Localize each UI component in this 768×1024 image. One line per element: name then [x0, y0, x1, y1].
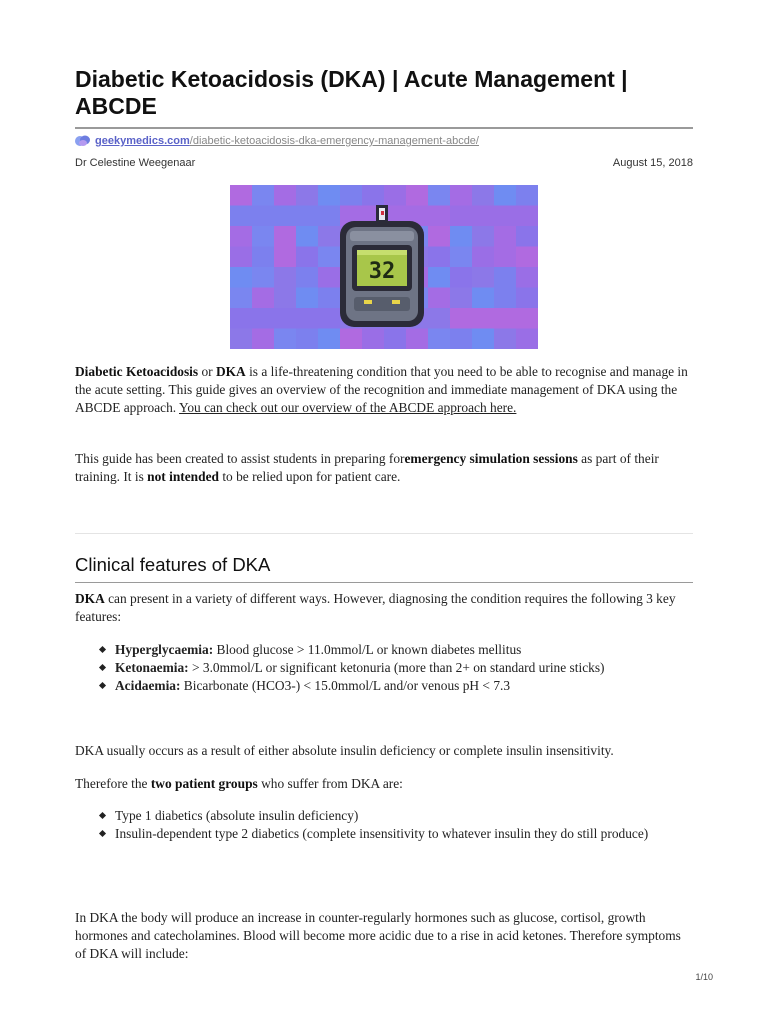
background-tile: [230, 308, 253, 329]
background-tile: [450, 267, 473, 288]
background-tile: [428, 267, 451, 288]
background-tile: [494, 288, 517, 309]
background-tile: [516, 308, 538, 329]
abcde-overview-link[interactable]: You can check out our overview of the ABCDE approach here.: [179, 400, 517, 415]
meter-reading: 32: [368, 259, 396, 284]
background-tile: [494, 226, 517, 247]
background-tile: [450, 308, 473, 329]
background-tile: [472, 206, 495, 227]
bullet-icon: [99, 830, 106, 837]
background-tile: [450, 247, 473, 268]
background-tile: [230, 185, 253, 206]
background-tile: [516, 247, 538, 268]
background-tile: [472, 185, 495, 206]
background-tile: [472, 226, 495, 247]
text: This guide has been created to assist students in preparing for: [75, 451, 405, 466]
text: to be relied upon for patient care.: [218, 469, 401, 484]
author-name: Dr Celestine Weegenaar: [75, 157, 196, 169]
feature-label: Hyperglycaemia:: [115, 642, 214, 657]
background-tile: [450, 288, 473, 309]
background-tile: [472, 247, 495, 268]
background-tile: [472, 267, 495, 288]
background-tile: [252, 288, 275, 309]
patient-groups-list: [100, 807, 695, 843]
group-text: Insulin-dependent type 2 diabetics (complete insensitivity to whatever insulin they do still produce): [115, 826, 649, 841]
background-tile: [318, 247, 341, 268]
background-tile: [450, 185, 473, 206]
geekymedics-logo-icon: [75, 135, 91, 147]
background-tile: [362, 329, 385, 350]
text: who suffer from DKA are:: [257, 776, 403, 791]
background-tile: [516, 267, 538, 288]
bullet-icon: [99, 812, 106, 819]
background-tile: [318, 308, 341, 329]
background-tile: [318, 288, 341, 309]
background-tile: [428, 226, 451, 247]
page-title: Diabetic Ketoacidosis (DKA) | Acute Management | ABCDE: [75, 66, 628, 119]
background-tile: [472, 308, 495, 329]
background-tile: [230, 329, 253, 350]
background-tile: [340, 329, 363, 350]
section-heading: Clinical features of DKA: [75, 554, 271, 575]
background-tile: [252, 308, 275, 329]
text: is a life-threatening condition that you need to be able to recognise and manage in the acute setting. This guide gives an overview of the recognition and immediate management of DKA using the ABCDE approach.: [75, 364, 688, 415]
background-tile: [230, 247, 253, 268]
section-separator: [75, 533, 693, 534]
feature-text: Blood glucose > 11.0mmol/L or known diabetes mellitus: [213, 642, 522, 657]
background-tile: [274, 329, 297, 350]
background-tile: [230, 206, 253, 227]
background-tile: [230, 288, 253, 309]
background-tile: [296, 185, 319, 206]
source-domain[interactable]: geekymedics.com: [95, 135, 190, 147]
list-item: [100, 659, 695, 677]
background-tile: [274, 185, 297, 206]
feature-label: Acidaemia:: [115, 678, 181, 693]
background-tile: [252, 226, 275, 247]
background-tile: [296, 288, 319, 309]
term-dka: DKA: [215, 364, 246, 379]
background-tile: [406, 329, 429, 350]
background-tile: [318, 267, 341, 288]
groups-intro-paragraph: [75, 775, 695, 793]
intro-paragraph: [75, 363, 695, 417]
glucose-meter-illustration: [230, 185, 538, 349]
background-tile: [450, 329, 473, 350]
background-tile: [428, 308, 451, 329]
background-tile: [362, 185, 385, 206]
glucose-meter-icon: [340, 205, 424, 327]
text: Therefore the: [75, 776, 151, 791]
background-tile: [428, 206, 451, 227]
emphasis-not-intended: not intended: [147, 469, 219, 484]
text: as part of their training. It is: [75, 451, 659, 484]
background-tile: [428, 329, 451, 350]
background-tile: [296, 267, 319, 288]
background-tile: [406, 185, 429, 206]
background-tile: [252, 185, 275, 206]
background-tile: [450, 226, 473, 247]
background-tile: [274, 288, 297, 309]
background-tile: [384, 329, 407, 350]
background-tile: [494, 267, 517, 288]
list-item: [100, 641, 695, 659]
background-tile: [252, 206, 275, 227]
source-link[interactable]: [75, 133, 479, 149]
list-item: [100, 807, 695, 825]
text: or: [198, 364, 216, 379]
title-divider: [75, 127, 693, 129]
background-tile: [516, 206, 538, 227]
list-item: [100, 677, 695, 695]
background-tile: [252, 329, 275, 350]
emphasis-patient-groups: two patient groups: [150, 776, 258, 791]
background-tile: [494, 185, 517, 206]
background-tile: [428, 247, 451, 268]
symptoms-intro-paragraph: In DKA the body will produce an increase in counter-regularly hormones such as glucose, cortisol, growth hormones and catecholamines. Blood will become more acidic due to a rise in acid ketones. Therefore symptoms of DKA will include:: [75, 910, 681, 961]
background-tile: [494, 206, 517, 227]
background-tile: [494, 329, 517, 350]
text: can present in a variety of different ways. However, diagnosing the condition requires the following 3 key features:: [75, 591, 676, 624]
background-tile: [340, 185, 363, 206]
term-dka: DKA: [75, 591, 105, 606]
background-tile: [274, 267, 297, 288]
term-dka-full: Diabetic Ketoacidosis: [75, 364, 199, 379]
background-tile: [494, 308, 517, 329]
background-tile: [296, 247, 319, 268]
background-tile: [230, 267, 253, 288]
bullet-icon: [99, 646, 106, 653]
feature-text: > 3.0mmol/L or significant ketonuria (more than 2+ on standard urine sticks): [188, 660, 605, 675]
background-tile: [296, 206, 319, 227]
background-tile: [274, 226, 297, 247]
background-tile: [252, 267, 275, 288]
background-tile: [516, 288, 538, 309]
background-tile: [516, 226, 538, 247]
background-tile: [296, 308, 319, 329]
background-tile: [516, 329, 538, 350]
key-features-list: [100, 641, 695, 695]
background-tile: [384, 185, 407, 206]
publish-date: August 15, 2018: [612, 157, 693, 169]
feature-text: Bicarbonate (HCO3-) < 15.0mmol/L and/or venous pH < 7.3: [180, 678, 511, 693]
background-tile: [318, 206, 341, 227]
background-tile: [230, 226, 253, 247]
bullet-icon: [99, 682, 106, 689]
background-tile: [274, 308, 297, 329]
background-tile: [450, 206, 473, 227]
background-tile: [274, 247, 297, 268]
background-tile: [494, 247, 517, 268]
background-tile: [472, 329, 495, 350]
source-path[interactable]: /diabetic-ketoacidosis-dka-emergency-management-abcde/: [189, 135, 479, 147]
features-intro-paragraph: [75, 590, 695, 626]
background-tile: [296, 329, 319, 350]
background-tile: [274, 206, 297, 227]
background-tile: [516, 185, 538, 206]
background-tile: [252, 247, 275, 268]
group-text: Type 1 diabetics (absolute insulin deficiency): [115, 808, 359, 823]
background-tile: [472, 288, 495, 309]
bullet-icon: [99, 664, 106, 671]
cause-paragraph: DKA usually occurs as a result of either absolute insulin deficiency or complete insulin insensitivity.: [75, 743, 614, 758]
background-tile: [318, 185, 341, 206]
page-number: 1/10: [695, 972, 713, 982]
background-tile: [428, 288, 451, 309]
disclaimer-paragraph: [75, 450, 695, 486]
list-item: [100, 825, 695, 843]
background-tile: [318, 226, 341, 247]
heading-divider: [75, 582, 693, 583]
emphasis-simulation: emergency simulation sessions: [404, 451, 578, 466]
background-tile: [318, 329, 341, 350]
feature-label: Ketonaemia:: [115, 660, 189, 675]
background-tile: [296, 226, 319, 247]
background-tile: [428, 185, 451, 206]
